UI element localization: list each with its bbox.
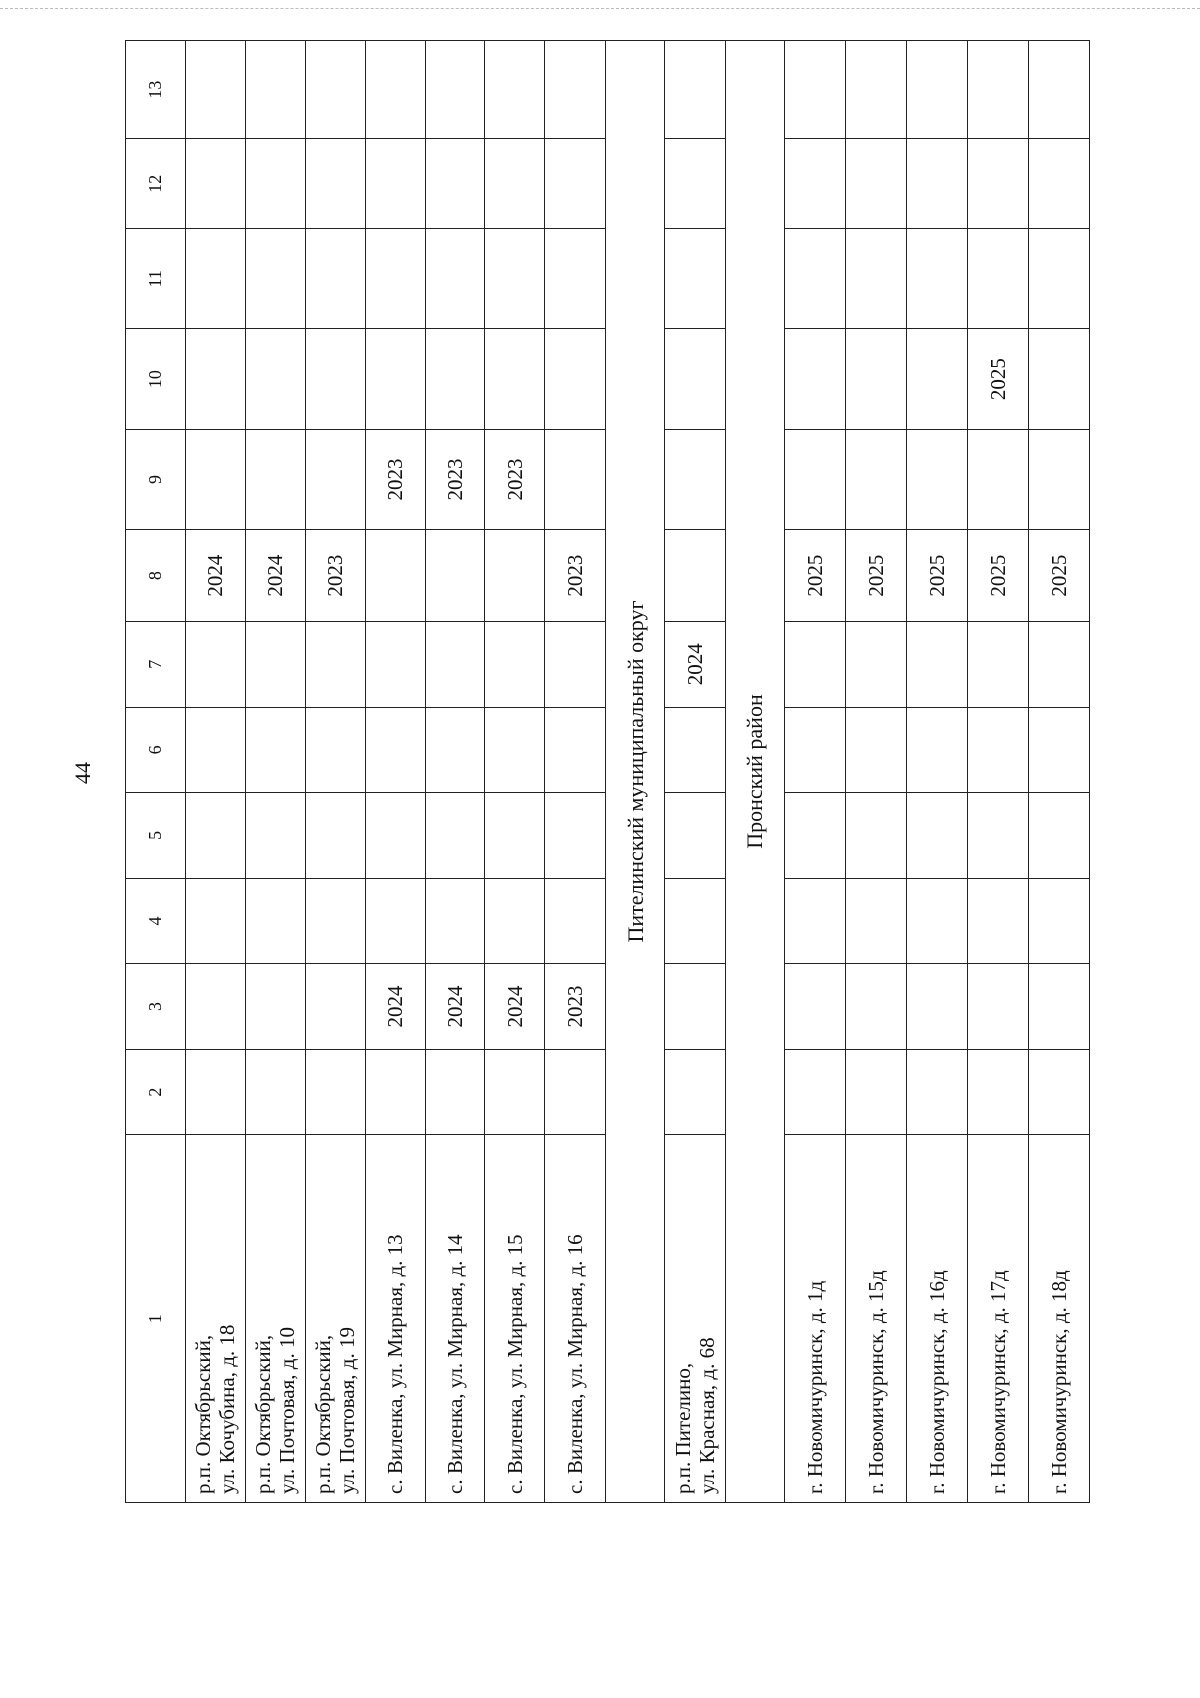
table-row <box>785 41 846 1503</box>
table-cell <box>545 139 606 229</box>
table-cell <box>185 1049 245 1135</box>
address-line: с. Виленка, ул. Мирная, д. 13 <box>383 1234 407 1494</box>
table-cell <box>967 1049 1028 1135</box>
table-cell <box>845 622 906 708</box>
table-cell <box>485 41 545 139</box>
header-row <box>126 41 186 1503</box>
table-cell <box>185 622 245 708</box>
table-cell <box>845 229 906 329</box>
table-cell <box>1028 329 1089 429</box>
table-cell <box>785 229 846 329</box>
address-line: г. Новомичуринск, д. 15д <box>863 1270 888 1494</box>
column-number-13: 13 <box>126 41 186 139</box>
column-number-6: 6 <box>126 707 186 793</box>
table-row <box>845 41 906 1503</box>
section-row <box>606 41 665 1503</box>
column-number-3: 3 <box>126 964 186 1050</box>
table-cell <box>485 622 545 708</box>
table-cell <box>365 530 425 622</box>
table-row <box>906 41 967 1503</box>
address-cell <box>425 1135 485 1503</box>
table-cell <box>365 229 425 329</box>
address-line: г. Новомичуринск, д. 1д <box>802 1280 827 1494</box>
table-cell <box>906 329 967 429</box>
table-cell: 2023 <box>365 429 425 529</box>
table-cell <box>485 139 545 229</box>
table-cell <box>845 964 906 1050</box>
table-cell <box>305 793 365 879</box>
table-cell <box>1028 1049 1089 1135</box>
address-cell <box>1028 1135 1089 1503</box>
table-cell <box>185 429 245 529</box>
table-cell <box>785 622 846 708</box>
table-cell <box>185 878 245 964</box>
table-cell <box>245 964 305 1050</box>
table-cell <box>665 139 726 229</box>
column-number-7: 7 <box>126 622 186 708</box>
section-title: Пронский район <box>726 41 785 1503</box>
table-cell <box>906 878 967 964</box>
table-cell <box>967 41 1028 139</box>
address-cell <box>906 1135 967 1503</box>
table-row <box>967 41 1028 1503</box>
table-cell: 2023 <box>545 964 606 1050</box>
table-cell <box>785 793 846 879</box>
table-cell <box>305 707 365 793</box>
table-cell <box>906 41 967 139</box>
address-line: ул. Почтовая, д. 19 <box>335 1327 360 1494</box>
table-cell: 2025 <box>967 530 1028 622</box>
table-cell <box>845 41 906 139</box>
table-cell <box>185 229 245 329</box>
address-line: г. Новомичуринск, д. 17д <box>985 1270 1010 1494</box>
table-cell <box>665 1049 726 1135</box>
table-cell <box>425 707 485 793</box>
scan-edge-top <box>0 8 1200 9</box>
table-cell <box>545 707 606 793</box>
table-cell <box>665 964 726 1050</box>
table-cell: 2024 <box>425 964 485 1050</box>
table-cell <box>485 707 545 793</box>
address-line: р.п. Октябрьский, <box>251 1334 276 1494</box>
table-cell <box>665 329 726 429</box>
table-cell: 2024 <box>365 964 425 1050</box>
table-cell <box>785 329 846 429</box>
column-number-10: 10 <box>126 329 186 429</box>
table-cell <box>365 41 425 139</box>
table-cell <box>967 964 1028 1050</box>
table-cell <box>906 793 967 879</box>
address-line: с. Виленка, ул. Мирная, д. 14 <box>442 1234 467 1494</box>
section-title: Пителинский муниципальный округ <box>606 41 665 1503</box>
table-cell <box>785 1049 846 1135</box>
table-cell <box>665 229 726 329</box>
table-row <box>485 41 545 1503</box>
table-cell <box>305 878 365 964</box>
table-cell <box>485 329 545 429</box>
table-row <box>305 41 365 1503</box>
table-cell <box>365 707 425 793</box>
table-cell <box>485 793 545 879</box>
column-number-8: 8 <box>126 530 186 622</box>
table-cell <box>425 229 485 329</box>
table-cell <box>967 793 1028 879</box>
table-cell <box>485 878 545 964</box>
table-cell <box>845 1049 906 1135</box>
table-cell <box>785 429 846 529</box>
column-number-12: 12 <box>126 139 186 229</box>
table-cell <box>665 878 726 964</box>
table-row <box>665 41 726 1503</box>
address-cell <box>845 1135 906 1503</box>
table-cell <box>185 139 245 229</box>
table-cell <box>845 429 906 529</box>
table-cell <box>545 1049 606 1135</box>
table-cell <box>845 329 906 429</box>
table-cell <box>305 139 365 229</box>
address-line: р.п. Октябрьский, <box>311 1334 336 1494</box>
table-cell <box>785 41 846 139</box>
address-cell <box>365 1135 425 1503</box>
table-cell <box>785 139 846 229</box>
column-number-9: 9 <box>126 429 186 529</box>
table-cell <box>305 964 365 1050</box>
table-cell: 2023 <box>485 429 545 529</box>
table-cell <box>365 139 425 229</box>
table-cell <box>545 429 606 529</box>
table-cell: 2023 <box>425 429 485 529</box>
table-cell <box>425 530 485 622</box>
table-cell: 2024 <box>185 530 245 622</box>
table-cell <box>245 139 305 229</box>
table-cell <box>906 964 967 1050</box>
table-cell <box>845 793 906 879</box>
table-cell <box>185 793 245 879</box>
address-line: ул. Почтовая, д. 10 <box>275 1327 300 1494</box>
table-cell <box>365 878 425 964</box>
address-line: с. Виленка, ул. Мирная, д. 16 <box>563 1234 588 1494</box>
table-cell <box>425 1049 485 1135</box>
table-cell <box>906 429 967 529</box>
table-cell <box>245 1049 305 1135</box>
column-number-11: 11 <box>126 229 186 329</box>
table-cell <box>906 139 967 229</box>
table-cell <box>1028 41 1089 139</box>
table-cell <box>967 622 1028 708</box>
table-cell <box>425 139 485 229</box>
table-row <box>185 41 245 1503</box>
table-cell <box>1028 793 1089 879</box>
table-cell <box>1028 429 1089 529</box>
table-cell <box>1028 878 1089 964</box>
table-cell <box>785 707 846 793</box>
table-cell <box>485 530 545 622</box>
table-cell <box>1028 707 1089 793</box>
table-cell <box>1028 964 1089 1050</box>
table-cell <box>185 707 245 793</box>
table-cell <box>305 429 365 529</box>
table-cell <box>967 878 1028 964</box>
table-cell <box>785 964 846 1050</box>
table-cell <box>845 139 906 229</box>
column-number-4: 4 <box>126 878 186 964</box>
table-cell <box>967 139 1028 229</box>
table-cell <box>305 41 365 139</box>
table-cell <box>305 329 365 429</box>
table-cell <box>906 1049 967 1135</box>
table-cell <box>906 229 967 329</box>
address-cell <box>545 1135 606 1503</box>
table-cell <box>425 41 485 139</box>
address-line: г. Новомичуринск, д. 18д <box>1046 1270 1071 1494</box>
address-line: ул. Красная, д. 68 <box>695 1337 720 1494</box>
table-cell <box>485 1049 545 1135</box>
table-cell: 2023 <box>305 530 365 622</box>
table-cell <box>245 229 305 329</box>
table-cell <box>967 229 1028 329</box>
table-cell <box>425 878 485 964</box>
table-cell <box>906 622 967 708</box>
table-cell <box>245 429 305 529</box>
table-cell: 2025 <box>906 530 967 622</box>
address-line: с. Виленка, ул. Мирная, д. 15 <box>502 1234 527 1494</box>
table-cell: 2024 <box>485 964 545 1050</box>
table-cell <box>1028 229 1089 329</box>
table-row <box>1028 41 1089 1503</box>
table-row <box>425 41 485 1503</box>
table-cell: 2025 <box>845 530 906 622</box>
table-cell <box>545 229 606 329</box>
table-cell: 2025 <box>1028 530 1089 622</box>
table-cell <box>1028 622 1089 708</box>
table-cell <box>545 793 606 879</box>
column-number-2: 2 <box>126 1049 186 1135</box>
table-cell <box>245 793 305 879</box>
table-cell <box>245 622 305 708</box>
table-cell <box>665 530 726 622</box>
table-cell <box>665 793 726 879</box>
table-cell <box>545 41 606 139</box>
table-cell <box>845 707 906 793</box>
table-cell <box>305 229 365 329</box>
table-cell <box>785 878 846 964</box>
table-cell: 2025 <box>967 329 1028 429</box>
table-cell <box>425 622 485 708</box>
table-cell <box>485 229 545 329</box>
table-cell <box>185 329 245 429</box>
table-cell <box>665 41 726 139</box>
table-cell: 2024 <box>245 530 305 622</box>
address-cell <box>305 1135 365 1503</box>
table-cell <box>545 878 606 964</box>
table-cell <box>545 622 606 708</box>
address-cell <box>245 1135 305 1503</box>
table-cell <box>1028 139 1089 229</box>
table-cell <box>845 878 906 964</box>
table-row <box>365 41 425 1503</box>
table-cell <box>967 707 1028 793</box>
table-cell <box>245 41 305 139</box>
data-table <box>125 40 1090 1503</box>
address-cell <box>665 1135 726 1503</box>
table-cell <box>545 329 606 429</box>
table-cell <box>245 707 305 793</box>
table-cell <box>305 622 365 708</box>
table-container <box>125 40 1090 1503</box>
table-cell <box>665 707 726 793</box>
table-cell: 2024 <box>665 622 726 708</box>
table-cell <box>365 622 425 708</box>
address-cell <box>785 1135 846 1503</box>
table-cell <box>305 1049 365 1135</box>
column-number-5: 5 <box>126 793 186 879</box>
table-cell <box>425 329 485 429</box>
table-cell <box>245 329 305 429</box>
table-cell <box>365 793 425 879</box>
table-cell <box>185 41 245 139</box>
address-line: р.п. Пителино, <box>671 1362 696 1494</box>
address-line: г. Новомичуринск, д. 16д <box>924 1270 949 1494</box>
address-cell <box>967 1135 1028 1503</box>
page-number: 44 <box>70 762 95 784</box>
table-cell: 2025 <box>785 530 846 622</box>
address-line: ул. Кочубина, д. 18 <box>215 1324 240 1494</box>
table-cell <box>245 878 305 964</box>
section-row <box>726 41 785 1503</box>
column-number-1: 1 <box>126 1135 186 1503</box>
table-cell: 2023 <box>545 530 606 622</box>
address-cell <box>185 1135 245 1503</box>
table-cell <box>365 329 425 429</box>
address-cell <box>485 1135 545 1503</box>
table-row <box>245 41 305 1503</box>
table-cell <box>425 793 485 879</box>
table-cell <box>967 429 1028 529</box>
table-cell <box>906 707 967 793</box>
table-row <box>545 41 606 1503</box>
table-cell <box>665 429 726 529</box>
table-cell <box>185 964 245 1050</box>
table-cell <box>365 1049 425 1135</box>
address-line: р.п. Октябрьский, <box>191 1334 216 1494</box>
